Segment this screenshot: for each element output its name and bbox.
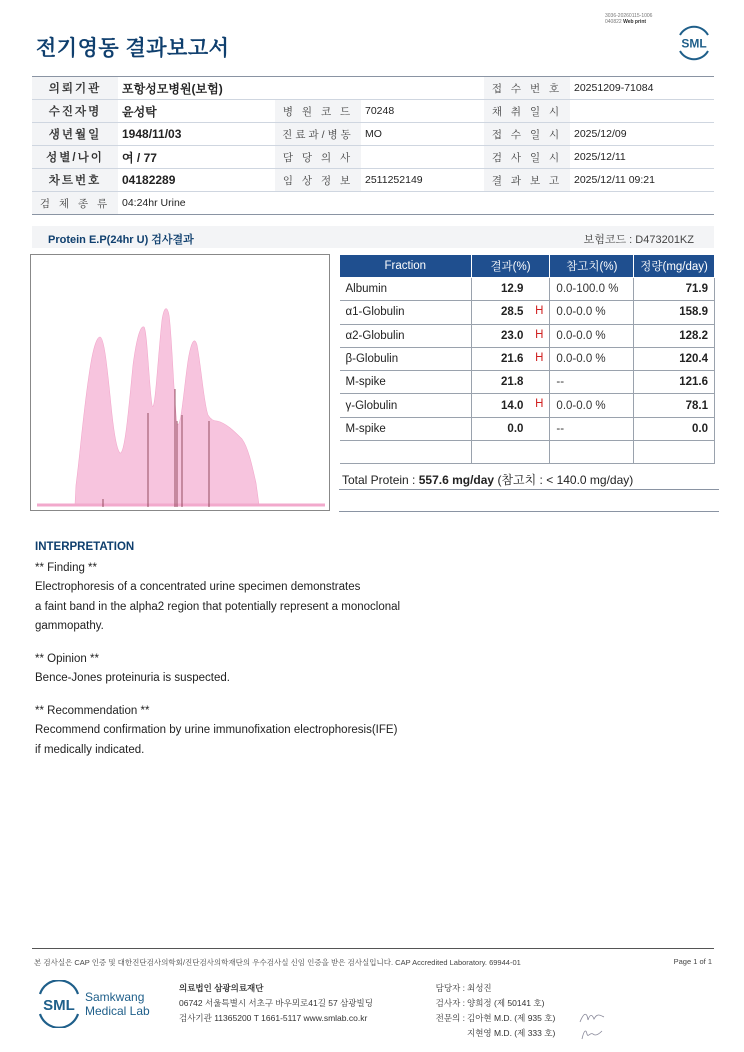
staff-value: 김아현 M.D. (제 935 호) [467, 1013, 556, 1023]
fraction-name [340, 441, 472, 464]
report-title: 전기영동 결과보고서 [36, 37, 230, 60]
fraction-name: M-spike [340, 371, 472, 394]
reference-range: 0.0-0.0 % [550, 324, 634, 347]
recommendation-line: if medically indicated. [35, 743, 145, 756]
organization-contact: 검사기관 11365200 T 1661-5117 www.smlab.co.kr [179, 1013, 368, 1023]
info-label: 접 수 일 시 [484, 123, 570, 146]
result-percent-cell [471, 324, 550, 347]
organization-name: 의료법인 삼광의료재단 [179, 983, 264, 993]
info-label: 담 당 의 사 [275, 146, 361, 169]
total-protein-unit: mg/day [452, 473, 495, 487]
col-header-amount: 정량(mg/day) [634, 255, 715, 278]
recommendation-line: Recommend confirmation by urine immunofixation electrophoresis(IFE) [35, 724, 398, 736]
info-label: 수진자명 [32, 100, 118, 123]
logo-line1: Samkwang [85, 990, 145, 1004]
organization-info [179, 981, 373, 1026]
result-row [340, 324, 715, 347]
result-percent: 14.0 [501, 399, 524, 412]
result-percent-cell [471, 278, 550, 301]
fraction-name: β-Globulin [340, 347, 472, 370]
densitometry-curve [75, 309, 259, 505]
info-label: 병 원 코 드 [275, 100, 361, 123]
accreditation-notice: 본 검사실은 CAP 인증 및 대한진단검사의학회/진단검사의학재단의 우수검사실 신임 인증을 받은 검사실입니다. CAP Accredited Laboratory. 69944-01 [34, 958, 521, 967]
result-row [340, 347, 715, 370]
staff-value: 최성진 [467, 983, 492, 993]
col-header-result: 결과(%) [471, 255, 550, 278]
amount-value: 120.4 [634, 347, 715, 370]
info-label: 의뢰기관 [32, 77, 118, 100]
info-value: 2025/12/11 09:21 [570, 169, 714, 192]
logo-line2: Medical Lab [85, 1004, 150, 1018]
staff-value: 양희정 (제 50141 호) [467, 998, 545, 1008]
info-label: 임 상 정 보 [275, 169, 361, 192]
info-value: 2511252149 [361, 169, 484, 192]
info-value: 윤성탁 [118, 100, 275, 123]
info-value: 여 / 77 [118, 146, 275, 169]
result-row [340, 371, 715, 394]
staff-key: 검사자 : [435, 998, 465, 1008]
info-value: 04182289 [118, 169, 275, 192]
amount-value [634, 441, 715, 464]
reference-range: 0.0-0.0 % [550, 301, 634, 324]
info-value [361, 146, 484, 169]
logo-sml-text: SML [43, 997, 75, 1014]
result-percent-cell [471, 394, 550, 417]
info-row [32, 169, 714, 192]
amount-value: 0.0 [634, 417, 715, 440]
electrophoresis-graph [30, 254, 330, 511]
divider [339, 511, 719, 512]
reference-range: 0.0-0.0 % [550, 347, 634, 370]
staff-info [428, 981, 555, 1041]
specimen-label: 검 체 종 류 [32, 192, 118, 215]
result-row [340, 394, 715, 417]
info-label: 결 과 보 고 [484, 169, 570, 192]
info-label [275, 77, 361, 100]
info-value [361, 77, 484, 100]
result-row [340, 417, 715, 440]
signature-image [578, 1010, 608, 1026]
recommendation-heading: ** Recommendation ** [35, 704, 150, 717]
electrophoresis-curve [31, 255, 331, 512]
result-percent-cell [471, 301, 550, 324]
fraction-name: Albumin [340, 278, 472, 301]
finding-line: Electrophoresis of a concentrated urine specimen demonstrates [35, 581, 361, 593]
info-value [570, 100, 714, 123]
web-print-label: Web print [623, 19, 647, 25]
total-protein-label: Total Protein : [342, 473, 416, 487]
section-title: Protein E.P(24hr U) 검사결과 [48, 234, 194, 246]
amount-value: 128.2 [634, 324, 715, 347]
high-flag: H [535, 305, 544, 318]
sml-logo-text: SML [681, 36, 707, 51]
document-code [605, 13, 652, 25]
info-label: 성별/나이 [32, 146, 118, 169]
info-label: 차트번호 [32, 169, 118, 192]
staff-key [428, 1026, 465, 1041]
info-value: 1948/11/03 [118, 123, 275, 146]
info-value: 포항성모병원(보험) [118, 77, 275, 100]
amount-value: 71.9 [634, 278, 715, 301]
info-label: 진료과/병동 [275, 123, 361, 146]
finding-heading: ** Finding ** [35, 561, 98, 574]
reference-range: -- [550, 371, 634, 394]
finding-line: a faint band in the alpha2 region that potentially represent a monoclonal [35, 600, 401, 613]
interpretation-section [35, 538, 595, 760]
result-percent-cell [471, 417, 550, 440]
result-percent: 21.6 [501, 353, 524, 366]
info-value: 20251209-71084 [570, 77, 714, 100]
high-flag: H [535, 328, 544, 341]
staff-key: 담당자 : [435, 983, 465, 993]
info-row [32, 123, 714, 146]
info-label: 검 사 일 시 [484, 146, 570, 169]
amount-value: 121.6 [634, 371, 715, 394]
result-percent-cell [471, 347, 550, 370]
document-code-line1: 3036-20260115-1006 [605, 13, 653, 19]
info-value: 2025/12/11 [570, 146, 714, 169]
interpretation-title: INTERPRETATION [35, 541, 135, 553]
sml-logo-icon [674, 22, 714, 62]
total-protein-value: 557.6 [418, 473, 449, 487]
fraction-name: α2-Globulin [340, 324, 472, 347]
result-section-header [32, 226, 714, 248]
samkwang-logo [36, 980, 156, 1028]
info-value: 70248 [361, 100, 484, 123]
info-row [32, 100, 714, 123]
reference-range [550, 441, 634, 464]
info-label: 채 취 일 시 [484, 100, 570, 123]
specimen-value: 04:24hr Urine [118, 192, 714, 215]
footer-divider [32, 948, 714, 949]
info-label: 접 수 번 호 [484, 77, 570, 100]
result-percent-cell [471, 371, 550, 394]
info-value: 2025/12/09 [570, 123, 714, 146]
high-flag: H [535, 351, 544, 364]
results-table [339, 254, 715, 464]
result-row [340, 278, 715, 301]
page-number: Page 1 of 1 [673, 957, 712, 966]
finding-line: gammopathy. [35, 620, 104, 632]
staff-key: 전문의 : [435, 1013, 465, 1023]
insurance-code: 보험코드 : D473201KZ [583, 234, 694, 246]
high-flag: H [535, 398, 544, 411]
fraction-name: M-spike [340, 417, 472, 440]
col-header-fraction: Fraction [340, 255, 472, 278]
result-percent: 23.0 [501, 329, 524, 342]
result-percent-cell [471, 441, 550, 464]
result-percent: 21.8 [501, 376, 524, 389]
result-percent: 28.5 [501, 306, 524, 319]
result-percent: 12.9 [501, 283, 524, 296]
organization-address: 06742 서울특별시 서초구 바우뫼로41길 57 삼광빌딩 [179, 998, 373, 1008]
staff-value: 지현영 M.D. (제 333 호) [467, 1028, 556, 1038]
reference-range: 0.0-0.0 % [550, 394, 634, 417]
opinion-line: Bence-Jones proteinuria is suspected. [35, 672, 230, 684]
document-code-line2: 040822 [605, 19, 622, 25]
patient-info-table [32, 76, 714, 215]
reference-range: 0.0-100.0 % [550, 278, 634, 301]
info-value: MO [361, 123, 484, 146]
fraction-name: γ-Globulin [340, 394, 472, 417]
col-header-reference: 참고치(%) [550, 255, 634, 278]
reference-range: -- [550, 417, 634, 440]
fraction-name: α1-Globulin [340, 301, 472, 324]
total-protein [342, 471, 633, 488]
info-label: 생년월일 [32, 123, 118, 146]
amount-value: 78.1 [634, 394, 715, 417]
total-protein-reference: (참고치 : < 140.0 mg/day) [497, 473, 634, 487]
result-row [340, 301, 715, 324]
result-percent: 0.0 [507, 422, 524, 435]
opinion-heading: ** Opinion ** [35, 652, 99, 665]
result-row [340, 441, 715, 464]
signature-image [578, 1026, 608, 1042]
divider [339, 489, 719, 490]
amount-value: 158.9 [634, 301, 715, 324]
specimen-row [32, 192, 714, 215]
info-row [32, 146, 714, 169]
info-row [32, 77, 714, 100]
